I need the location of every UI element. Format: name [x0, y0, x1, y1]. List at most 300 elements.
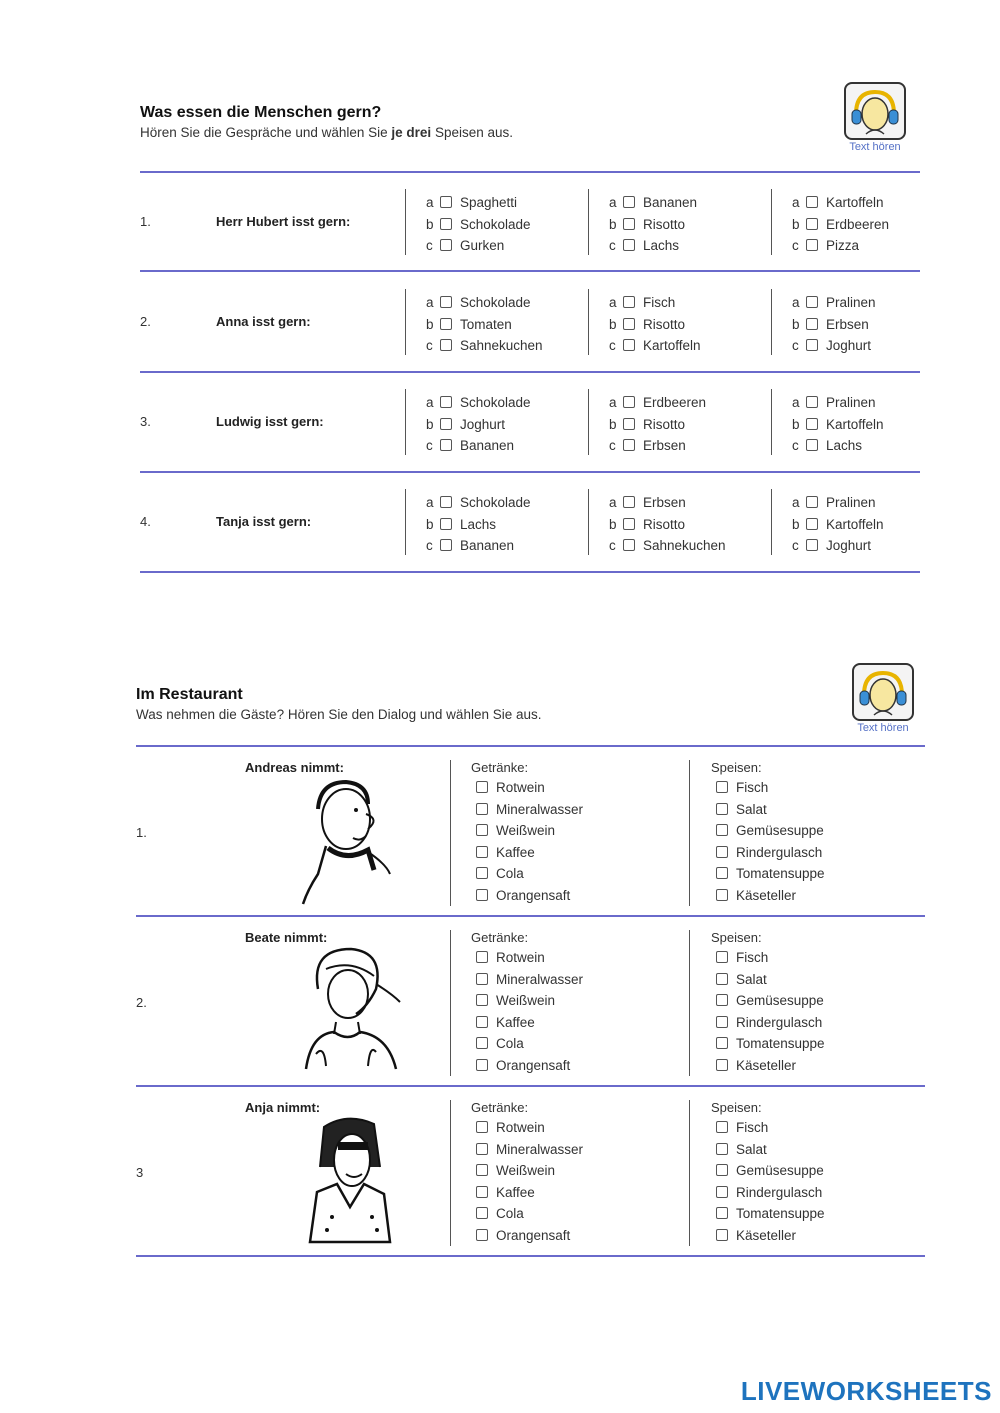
drink-option[interactable] [476, 1205, 524, 1223]
option-label: Pralinen [826, 395, 876, 410]
option-checkbox[interactable] [623, 396, 635, 408]
option-checkbox[interactable] [806, 396, 818, 408]
option-item[interactable] [609, 394, 706, 412]
food-label: Gemüsesuppe [736, 993, 824, 1008]
option-label: Kartoffeln [826, 195, 884, 210]
option-letter: c [426, 238, 433, 253]
food-checkbox[interactable] [716, 889, 728, 901]
food-label: Gemüsesuppe [736, 823, 824, 838]
row-divider [140, 371, 920, 373]
option-letter: c [792, 438, 799, 453]
food-label: Tomatensuppe [736, 866, 825, 881]
option-item[interactable] [609, 437, 686, 455]
drink-checkbox[interactable] [476, 1229, 488, 1241]
row-divider [140, 571, 920, 573]
option-checkbox[interactable] [806, 339, 818, 351]
option-label: Erbsen [826, 316, 869, 332]
option-item[interactable] [792, 216, 889, 234]
drink-checkbox[interactable] [476, 803, 488, 815]
option-item[interactable] [609, 416, 685, 434]
drink-checkbox[interactable] [476, 781, 488, 793]
drink-label: Kaffee [496, 844, 535, 860]
option-letter: a [609, 295, 617, 310]
option-item[interactable] [426, 537, 514, 555]
row-number: 2. [140, 314, 151, 329]
option-item[interactable] [792, 494, 876, 512]
option-letter: b [792, 516, 800, 532]
option-label: Risotto [643, 516, 686, 532]
drink-checkbox[interactable] [476, 824, 488, 836]
food-option[interactable] [716, 1014, 822, 1032]
row-number: 1. [140, 214, 151, 229]
option-label: Erdbeeren [826, 216, 890, 232]
option-label: Gurken [460, 238, 505, 253]
option-label: Bananen [643, 195, 698, 210]
column-separator [450, 930, 451, 1076]
drink-option[interactable] [476, 1184, 535, 1202]
drink-label: Weißwein [496, 823, 556, 838]
option-label: Erbsen [643, 438, 686, 453]
food-option[interactable] [716, 1141, 767, 1159]
column-separator [405, 289, 406, 355]
column-separator [689, 1100, 690, 1246]
drink-option[interactable] [476, 1141, 583, 1159]
food-option[interactable] [716, 971, 767, 989]
option-letter: b [792, 416, 800, 432]
option-item[interactable] [426, 494, 531, 512]
option-checkbox[interactable] [806, 239, 818, 251]
option-item[interactable] [609, 194, 697, 212]
drinks-header: Getränke: [471, 1100, 529, 1115]
option-label: Risotto [643, 316, 686, 332]
option-item[interactable] [426, 394, 531, 412]
headphones-icon [852, 663, 914, 721]
audio-button-1[interactable] [840, 82, 910, 153]
option-item[interactable] [426, 416, 505, 434]
option-letter: c [426, 538, 433, 553]
drink-option[interactable] [476, 1119, 545, 1137]
drink-option[interactable] [476, 865, 524, 883]
option-letter: b [426, 516, 434, 532]
option-letter: a [609, 195, 617, 210]
food-label: Rindergulasch [736, 844, 823, 860]
drink-label: Cola [496, 866, 524, 881]
subtitle-emphasis: je drei [391, 125, 432, 140]
option-label: Spaghetti [460, 195, 518, 210]
option-item[interactable] [609, 316, 685, 334]
food-option[interactable] [716, 1184, 822, 1202]
food-checkbox[interactable] [716, 973, 728, 985]
drink-checkbox[interactable] [476, 1186, 488, 1198]
option-item[interactable] [426, 516, 496, 534]
food-checkbox[interactable] [716, 1059, 728, 1071]
food-label: Rindergulasch [736, 1184, 823, 1200]
option-item[interactable] [792, 416, 884, 434]
food-option[interactable] [716, 1035, 825, 1053]
option-letter: a [426, 395, 434, 410]
option-checkbox[interactable] [440, 539, 452, 551]
option-letter: b [426, 416, 434, 432]
drink-checkbox[interactable] [476, 1016, 488, 1028]
option-letter: a [792, 395, 800, 410]
option-checkbox[interactable] [806, 439, 818, 451]
drink-option[interactable] [476, 801, 583, 819]
drink-label: Mineralwasser [496, 801, 584, 817]
food-checkbox[interactable] [716, 1121, 728, 1133]
option-letter: b [426, 216, 434, 232]
drink-label: Weißwein [496, 993, 556, 1008]
option-label: Lachs [826, 438, 863, 453]
option-label: Risotto [643, 216, 686, 232]
food-label: Fisch [736, 1120, 769, 1135]
food-label: Salat [736, 971, 767, 987]
option-checkbox[interactable] [440, 239, 452, 251]
drink-checkbox[interactable] [476, 1121, 488, 1133]
food-checkbox[interactable] [716, 1164, 728, 1176]
food-option[interactable] [716, 779, 768, 797]
person-label: Tanja isst gern: [216, 514, 312, 529]
drink-checkbox[interactable] [476, 846, 488, 858]
food-option[interactable] [716, 1119, 768, 1137]
section2-subtitle: Was nehmen die Gäste? Hören Sie den Dialog und wählen Sie aus. [136, 707, 542, 722]
drink-label: Orangensaft [496, 1057, 571, 1073]
drink-option[interactable] [476, 887, 570, 905]
option-checkbox[interactable] [440, 396, 452, 408]
row-divider [136, 745, 925, 747]
option-item[interactable] [792, 337, 871, 355]
option-item[interactable] [609, 216, 685, 234]
drink-label: Cola [496, 1206, 524, 1221]
option-letter: c [792, 238, 799, 253]
drink-option[interactable] [476, 971, 583, 989]
option-checkbox[interactable] [623, 539, 635, 551]
option-item[interactable] [792, 394, 876, 412]
option-letter: a [609, 495, 617, 510]
logo-text: LIVEWORKSHEETS [740, 1376, 992, 1406]
person-label: Ludwig isst gern: [216, 414, 324, 429]
food-option[interactable] [716, 949, 768, 967]
option-item[interactable] [792, 194, 884, 212]
option-label: Risotto [643, 416, 686, 432]
row-divider [136, 1255, 925, 1257]
food-option[interactable] [716, 865, 825, 883]
column-separator [588, 289, 589, 355]
food-label: Käseteller [736, 1057, 797, 1073]
option-checkbox[interactable] [806, 518, 818, 530]
drink-option[interactable] [476, 1227, 570, 1245]
option-item[interactable] [426, 337, 543, 355]
option-item[interactable] [792, 437, 862, 455]
food-checkbox[interactable] [716, 846, 728, 858]
drink-label: Kaffee [496, 1184, 535, 1200]
option-checkbox[interactable] [806, 418, 818, 430]
option-letter: c [426, 438, 433, 453]
option-letter: b [609, 216, 617, 232]
food-option[interactable] [716, 801, 767, 819]
food-label: Käseteller [736, 1227, 797, 1243]
option-checkbox[interactable] [623, 418, 635, 430]
option-label: Kartoffeln [826, 516, 884, 532]
option-item[interactable] [426, 316, 512, 334]
option-letter: c [609, 338, 616, 353]
option-letter: a [792, 195, 800, 210]
drink-option[interactable] [476, 1162, 555, 1180]
drink-option[interactable] [476, 1035, 524, 1053]
row-divider [136, 915, 925, 917]
option-item[interactable] [426, 194, 517, 212]
food-checkbox[interactable] [716, 1016, 728, 1028]
food-label: Tomatensuppe [736, 1206, 825, 1221]
food-checkbox[interactable] [716, 781, 728, 793]
food-checkbox[interactable] [716, 951, 728, 963]
option-checkbox[interactable] [806, 218, 818, 230]
drinks-header: Getränke: [471, 760, 529, 775]
food-checkbox[interactable] [716, 994, 728, 1006]
option-letter: a [426, 195, 434, 210]
option-checkbox[interactable] [623, 218, 635, 230]
option-label: Schokolade [460, 295, 531, 310]
option-label: Pralinen [826, 495, 876, 510]
option-checkbox[interactable] [623, 439, 635, 451]
option-letter: c [609, 438, 616, 453]
food-header: Speisen: [711, 930, 762, 945]
option-item[interactable] [609, 494, 686, 512]
column-separator [689, 930, 690, 1076]
option-label: Bananen [460, 438, 515, 453]
food-option[interactable] [716, 992, 824, 1010]
option-checkbox[interactable] [440, 196, 452, 208]
option-letter: c [426, 338, 433, 353]
option-label: Pralinen [826, 295, 876, 310]
drink-checkbox[interactable] [476, 1059, 488, 1071]
drink-label: Cola [496, 1036, 524, 1051]
headphones-icon [844, 82, 906, 140]
column-separator [771, 489, 772, 555]
row-number: 3. [140, 414, 151, 429]
column-separator [450, 1100, 451, 1246]
column-separator [450, 760, 451, 906]
option-item[interactable] [609, 237, 679, 255]
food-checkbox[interactable] [716, 1229, 728, 1241]
drink-option[interactable] [476, 844, 535, 862]
option-item[interactable] [609, 516, 685, 534]
option-letter: b [609, 516, 617, 532]
option-item[interactable] [792, 516, 884, 534]
portrait-andreas [298, 774, 398, 906]
option-item[interactable] [426, 437, 514, 455]
option-checkbox[interactable] [440, 339, 452, 351]
drinks-header: Getränke: [471, 930, 529, 945]
person-label: Herr Hubert isst gern: [216, 214, 351, 229]
option-checkbox[interactable] [440, 218, 452, 230]
row-divider [140, 471, 920, 473]
food-checkbox[interactable] [716, 1207, 728, 1219]
portrait-beate [296, 944, 402, 1074]
option-checkbox[interactable] [623, 239, 635, 251]
option-checkbox[interactable] [623, 196, 635, 208]
option-label: Erdbeeren [643, 395, 707, 410]
option-checkbox[interactable] [623, 496, 635, 508]
drink-label: Orangensaft [496, 1227, 571, 1243]
option-checkbox[interactable] [806, 496, 818, 508]
row-number: 3 [136, 1165, 144, 1180]
food-checkbox[interactable] [716, 1186, 728, 1198]
option-label: Lachs [460, 516, 497, 532]
option-item[interactable] [609, 294, 675, 312]
option-checkbox[interactable] [440, 439, 452, 451]
drink-checkbox[interactable] [476, 1037, 488, 1049]
food-label: Tomatensuppe [736, 1036, 825, 1051]
liveworksheets-logo [741, 1376, 992, 1407]
section1-title: Was essen die Menschen gern? [140, 104, 382, 121]
drink-label: Weißwein [496, 1163, 556, 1178]
food-checkbox[interactable] [716, 1037, 728, 1049]
option-item[interactable] [426, 237, 504, 255]
option-label: Schokolade [460, 495, 531, 510]
column-separator [588, 489, 589, 555]
food-label: Rindergulasch [736, 1014, 823, 1030]
drink-label: Mineralwasser [496, 1141, 584, 1157]
option-letter: a [792, 495, 800, 510]
option-label: Lachs [643, 238, 680, 253]
food-label: Fisch [736, 950, 769, 965]
drink-label: Orangensaft [496, 887, 571, 903]
subtitle-text-end: Speisen aus. [431, 125, 513, 140]
option-letter: a [426, 295, 434, 310]
column-separator [405, 489, 406, 555]
food-checkbox[interactable] [716, 824, 728, 836]
option-letter: c [792, 538, 799, 553]
portrait-anja [302, 1112, 396, 1244]
option-letter: a [609, 395, 617, 410]
drink-checkbox[interactable] [476, 867, 488, 879]
option-label: Schokolade [460, 395, 531, 410]
option-checkbox[interactable] [806, 318, 818, 330]
option-label: Sahnekuchen [643, 538, 726, 553]
audio-caption[interactable]: Text hören [849, 141, 901, 153]
row-divider [136, 1085, 925, 1087]
row-divider [140, 270, 920, 272]
drink-option[interactable] [476, 1014, 535, 1032]
drink-option[interactable] [476, 949, 545, 967]
column-separator [588, 389, 589, 455]
person-label: Andreas nimmt: [245, 760, 344, 775]
column-separator [689, 760, 690, 906]
food-option[interactable] [716, 887, 796, 905]
option-checkbox[interactable] [440, 518, 452, 530]
drink-option[interactable] [476, 822, 555, 840]
option-checkbox[interactable] [806, 539, 818, 551]
drink-label: Rotwein [496, 950, 545, 965]
drink-checkbox[interactable] [476, 1207, 488, 1219]
option-item[interactable] [426, 294, 531, 312]
option-letter: c [609, 238, 616, 253]
option-checkbox[interactable] [806, 296, 818, 308]
option-item[interactable] [609, 337, 701, 355]
drink-label: Mineralwasser [496, 971, 584, 987]
food-option[interactable] [716, 1205, 825, 1223]
drink-label: Rotwein [496, 780, 545, 795]
food-label: Gemüsesuppe [736, 1163, 824, 1178]
drink-checkbox[interactable] [476, 951, 488, 963]
subtitle-text: Hören Sie die Gespräche und wählen Sie [140, 125, 392, 140]
option-item[interactable] [792, 294, 876, 312]
audio-caption[interactable]: Text hören [857, 722, 909, 734]
row-divider [140, 171, 920, 173]
option-item[interactable] [792, 316, 869, 334]
option-checkbox[interactable] [623, 318, 635, 330]
person-label: Anna isst gern: [216, 314, 311, 329]
option-checkbox[interactable] [623, 296, 635, 308]
food-option[interactable] [716, 822, 824, 840]
option-letter: a [792, 295, 800, 310]
option-label: Sahnekuchen [460, 338, 543, 353]
option-letter: b [609, 316, 617, 332]
option-label: Kartoffeln [643, 338, 701, 353]
audio-button-2[interactable] [848, 663, 918, 734]
drink-checkbox[interactable] [476, 1143, 488, 1155]
row-number: 2. [136, 995, 147, 1010]
option-label: Fisch [643, 295, 676, 310]
drink-option[interactable] [476, 779, 545, 797]
option-letter: b [609, 416, 617, 432]
option-item[interactable] [792, 237, 859, 255]
drink-label: Rotwein [496, 1120, 545, 1135]
food-checkbox[interactable] [716, 803, 728, 815]
food-checkbox[interactable] [716, 867, 728, 879]
option-letter: b [426, 316, 434, 332]
section1-subtitle [140, 125, 513, 140]
food-option[interactable] [716, 1057, 796, 1075]
drink-checkbox[interactable] [476, 973, 488, 985]
column-separator [588, 189, 589, 255]
option-checkbox[interactable] [440, 296, 452, 308]
option-label: Schokolade [460, 216, 531, 232]
option-label: Kartoffeln [826, 416, 884, 432]
food-label: Salat [736, 1141, 767, 1157]
option-item[interactable] [609, 537, 726, 555]
option-letter: a [426, 495, 434, 510]
option-letter: b [792, 316, 800, 332]
drink-option[interactable] [476, 1057, 570, 1075]
food-option[interactable] [716, 1227, 796, 1245]
row-number: 1. [136, 825, 147, 840]
option-checkbox[interactable] [440, 418, 452, 430]
option-checkbox[interactable] [440, 496, 452, 508]
section2-title: Im Restaurant [136, 686, 243, 703]
food-header: Speisen: [711, 1100, 762, 1115]
food-checkbox[interactable] [716, 1143, 728, 1155]
option-checkbox[interactable] [623, 339, 635, 351]
option-checkbox[interactable] [806, 196, 818, 208]
option-label: Joghurt [826, 338, 872, 353]
drink-checkbox[interactable] [476, 1164, 488, 1176]
option-letter: b [792, 216, 800, 232]
drink-checkbox[interactable] [476, 994, 488, 1006]
option-item[interactable] [792, 537, 871, 555]
food-option[interactable] [716, 1162, 824, 1180]
option-checkbox[interactable] [440, 318, 452, 330]
drink-checkbox[interactable] [476, 889, 488, 901]
drink-option[interactable] [476, 992, 555, 1010]
option-checkbox[interactable] [623, 518, 635, 530]
column-separator [405, 189, 406, 255]
option-label: Bananen [460, 538, 515, 553]
option-item[interactable] [426, 216, 531, 234]
food-option[interactable] [716, 844, 822, 862]
option-label: Tomaten [460, 316, 512, 332]
column-separator [771, 289, 772, 355]
